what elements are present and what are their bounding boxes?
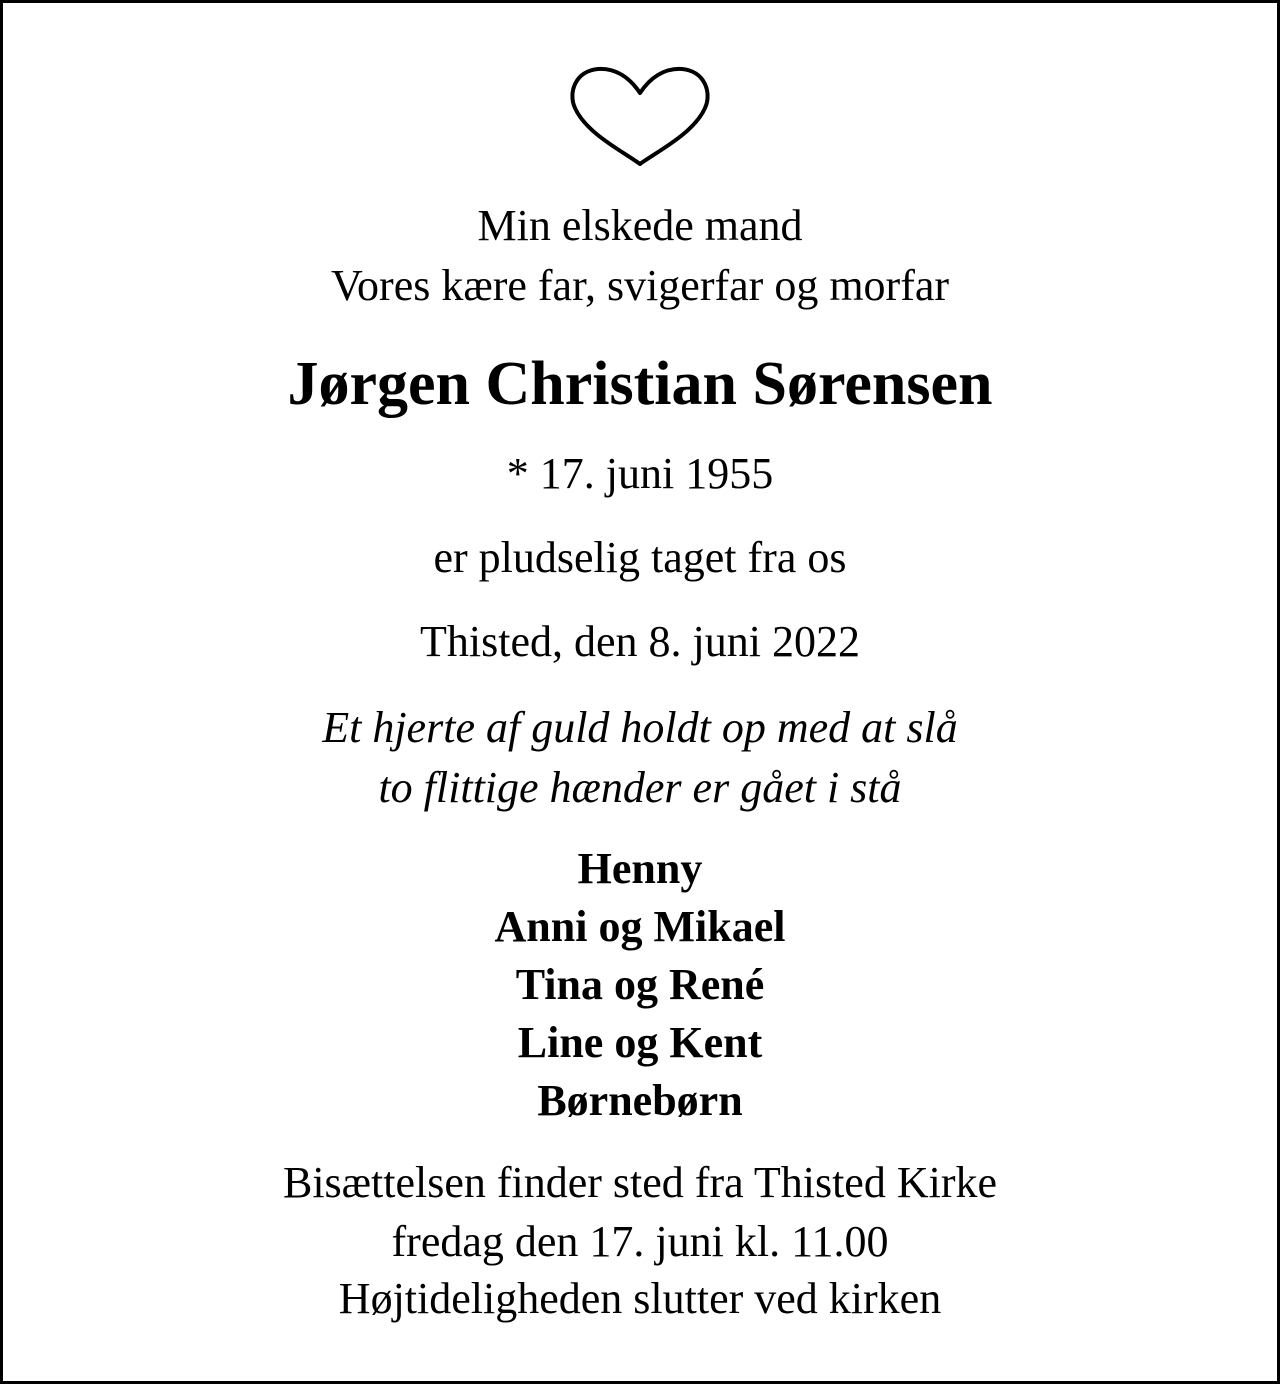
funeral-line-2: fredag den 17. juni kl. 11.00 <box>391 1217 889 1266</box>
passing-text: er pludselig taget fra os <box>433 533 847 582</box>
funeral-line-1: Bisættelsen finder sted fra Thisted Kirke <box>282 1158 998 1207</box>
deceased-name: Jørgen Christian Sørensen <box>287 350 993 418</box>
verse-line-2: to flittige hænder er gået i stå <box>378 763 902 812</box>
mourner-4: Line og Kent <box>517 1018 763 1067</box>
intro-line-2: Vores kære far, svigerfar og morfar <box>330 261 950 310</box>
mourner-2: Anni og Mikael <box>494 902 786 951</box>
funeral-line-3: Højtideligheden slutter ved kirken <box>338 1274 942 1323</box>
mourner-5: Børnebørn <box>537 1076 743 1125</box>
birth-date: * 17. juni 1955 <box>506 449 774 498</box>
verse-line-1: Et hjerte af guld holdt op med at slå <box>322 703 958 752</box>
mourner-3: Tina og René <box>515 960 765 1009</box>
heart-icon <box>566 63 714 169</box>
intro-line-1: Min elskede mand <box>477 201 803 250</box>
mourner-1: Henny <box>577 844 703 893</box>
place-date: Thisted, den 8. juni 2022 <box>420 617 860 666</box>
